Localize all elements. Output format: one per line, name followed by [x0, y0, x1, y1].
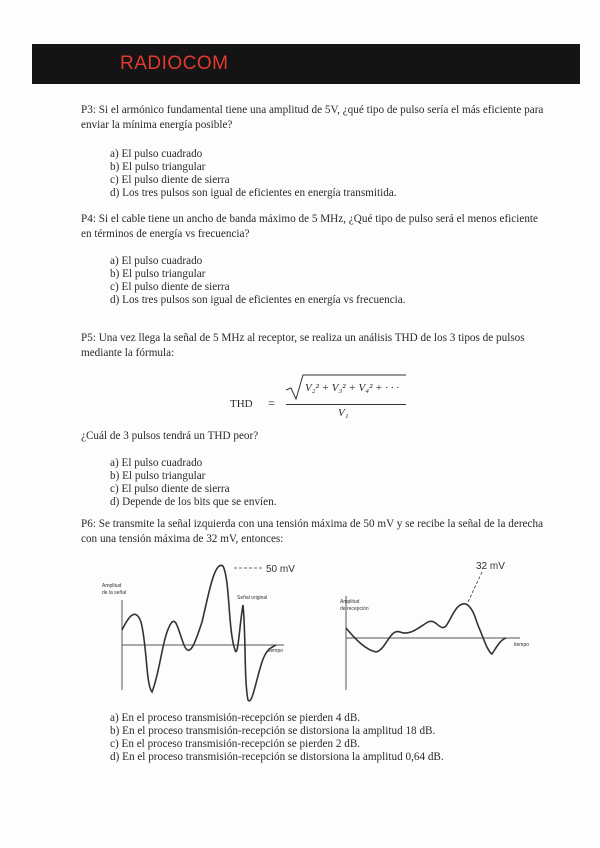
left-signal-label: Señal original [237, 595, 268, 601]
right-x-label: tiempo [514, 642, 530, 648]
right-peak-arrow [468, 572, 482, 602]
option-p6-d: d) En el proceso transmisión-recepción se distorsiona la amplitud 0,64 dB. [110, 751, 444, 763]
question-p6: P6: Se transmite la señal izquierda con una tensión máxima de 50 mV y se recibe la señal de la derecha con una tensión máxima de 32 mV, entonces: [81, 518, 544, 545]
option-p6-b: b) En el proceso transmisión-recepción se distorsiona la amplitud 18 dB. [110, 725, 436, 737]
option-p4-c: c) El pulso diente de sierra [110, 281, 230, 293]
options-p6 [110, 712, 444, 764]
right-peak-label: 32 mV [476, 561, 505, 572]
header-title: RADIOCOM [120, 53, 229, 74]
left-peak-label: 50 mV [266, 564, 295, 575]
question-p4: P4: Si el cable tiene un ancho de banda máximo de 5 MHz, ¿Qué tipo de pulso será el menos eficiente en términos de energía vs frecuencia? [81, 213, 538, 240]
option-p3-b: b) El pulso triangular [110, 161, 206, 173]
question-p5-followup: ¿Cuál de 3 pulsos tendrá un THD peor? [81, 430, 259, 442]
option-p6-c: c) En el proceso transmisión-recepción se pierden 2 dB. [110, 738, 361, 750]
option-p6-a: a) En el proceso transmisión-recepción se pierden 4 dB. [110, 712, 361, 724]
formula-equals: = [268, 396, 275, 410]
option-p4-a: a) El pulso cuadrado [110, 255, 203, 267]
option-p4-b: b) El pulso triangular [110, 268, 206, 280]
option-p5-a: a) El pulso cuadrado [110, 457, 203, 469]
option-p5-b: b) El pulso triangular [110, 470, 206, 482]
option-p4-d: d) Los tres pulsos son igual de eficientes en energía vs frecuencia. [110, 294, 406, 306]
question-p3: P3: Si el armónico fundamental tiene una amplitud de 5V, ¿qué tipo de pulso sería el más eficiente para enviar la mínima energía posible? [81, 104, 544, 131]
formula-denominator: V₁ [338, 407, 349, 419]
left-y-label-2: de la señal [102, 590, 127, 596]
option-p3-d: d) Los tres pulsos son igual de eficientes en energía transmitida. [110, 187, 397, 199]
left-graph [102, 564, 295, 701]
left-y-label-1: Amplitud [102, 583, 122, 589]
left-signal-curve [122, 565, 276, 701]
left-x-label: tiempo [268, 648, 284, 654]
question-p5: P5: Una vez llega la señal de 5 MHz al receptor, se realiza un análisis THD de los 3 tipos de pulsos mediante la fórmula: [81, 332, 525, 359]
option-p3-a: a) El pulso cuadrado [110, 148, 203, 160]
right-graph [340, 561, 529, 690]
option-p5-d: d) Depende de los bits que se envíen. [110, 496, 277, 508]
right-signal-curve [346, 604, 506, 654]
formula-label: THD [230, 398, 253, 410]
right-y-label-2: de recepción [340, 606, 369, 612]
right-y-label-1: Amplitud [340, 599, 360, 605]
option-p5-c: c) El pulso diente de sierra [110, 483, 230, 495]
formula-numerator: V₂² + V₃² + V₄² + · · · [305, 382, 400, 394]
option-p3-c: c) El pulso diente de sierra [110, 174, 230, 186]
